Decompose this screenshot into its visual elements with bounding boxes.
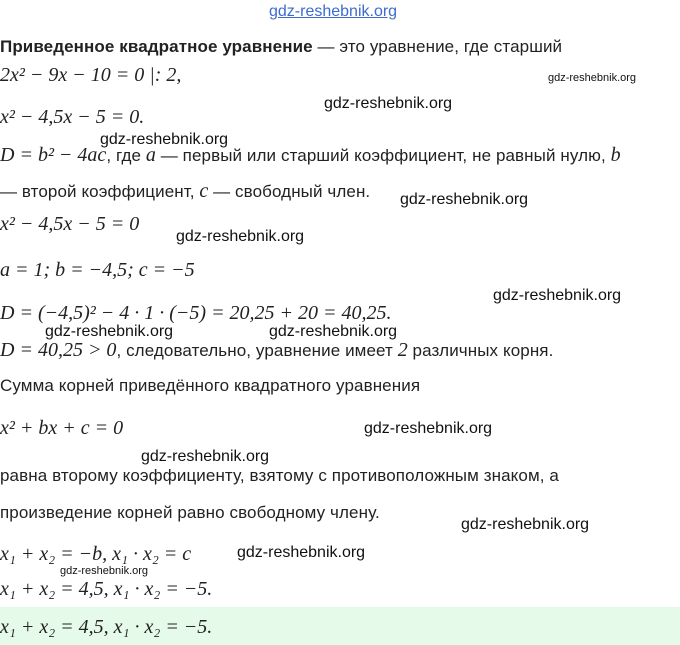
watermark: gdz-reshebnik.org [548, 72, 637, 84]
var-b: b [610, 144, 621, 166]
watermark: gdz-reshebnik.org [141, 448, 270, 465]
watermark: gdz-reshebnik.org [364, 420, 493, 437]
watermark: gdz-reshebnik.org [461, 516, 590, 533]
discriminant-inequality: D = 40,25 > 0 [0, 339, 117, 361]
discriminant-text: — свободный член. [208, 182, 371, 201]
vieta-text-1: равна второму коэффициенту, взятому с противоположным знаком, а [0, 466, 559, 485]
discriminant-definition [0, 144, 621, 167]
answer-box [0, 607, 680, 645]
var-a: a [145, 144, 156, 166]
definition-rest: — это уравнение, где старший [312, 37, 563, 56]
watermark: gdz-reshebnik.org [176, 228, 305, 245]
definition-term: Приведенное квадратное уравнение [0, 37, 313, 56]
equation-reduced-repeat: x² − 4,5x − 5 = 0 [0, 213, 140, 235]
discriminant-text: — второй коэффициент, [0, 182, 200, 201]
answer: x₁ + x₂ = 4,5, x₁ · x₂ = −5. [0, 616, 213, 638]
discriminant-text: , где [106, 146, 146, 165]
vieta-values: x₁ + x₂ = 4,5, x₁ · x₂ = −5. [0, 578, 213, 600]
result-text: , следовательно, уравнение имеет [116, 341, 398, 360]
discriminant-text: — первый или старший коэффициент, не равный нулю, [155, 146, 611, 165]
vieta-intro: Сумма корней приведённого квадратного уравнения [0, 376, 421, 395]
watermark: gdz-reshebnik.org [45, 323, 174, 340]
watermark: gdz-reshebnik.org [100, 131, 229, 148]
watermark: gdz-reshebnik.org [493, 287, 622, 304]
result-text: различных корня. [407, 341, 554, 360]
equation-original: 2x² − 9x − 10 = 0 |: 2, [0, 64, 182, 86]
definition-line [0, 37, 562, 57]
discriminant-result [0, 339, 553, 362]
discriminant-definition-cont [0, 180, 370, 203]
watermark: gdz-reshebnik.org [324, 95, 453, 112]
vieta-formula: x₁ + x₂ = −b, x₁ · x₂ = c [0, 543, 192, 565]
watermark-top[interactable]: gdz-reshebnik.org [269, 3, 398, 20]
discriminant-formula: D = b² − 4ac [0, 144, 107, 166]
coefficients: a = 1; b = −4,5; c = −5 [0, 259, 195, 281]
watermark: gdz-reshebnik.org [269, 323, 398, 340]
generic-equation: x² + bx + c = 0 [0, 417, 124, 439]
watermark: gdz-reshebnik.org [400, 191, 529, 208]
var-c: c [199, 180, 209, 202]
discriminant-calculation: D = (−4,5)² − 4 · 1 · (−5) = 20,25 + 20 = 40,25. [0, 302, 392, 324]
equation-reduced: x² − 4,5x − 5 = 0. [0, 106, 145, 128]
roots-count: 2 [397, 339, 408, 361]
watermark: gdz-reshebnik.org [237, 544, 366, 561]
vieta-text-2: произведение корней равно свободному члену. [0, 503, 380, 522]
watermark: gdz-reshebnik.org [60, 565, 149, 577]
